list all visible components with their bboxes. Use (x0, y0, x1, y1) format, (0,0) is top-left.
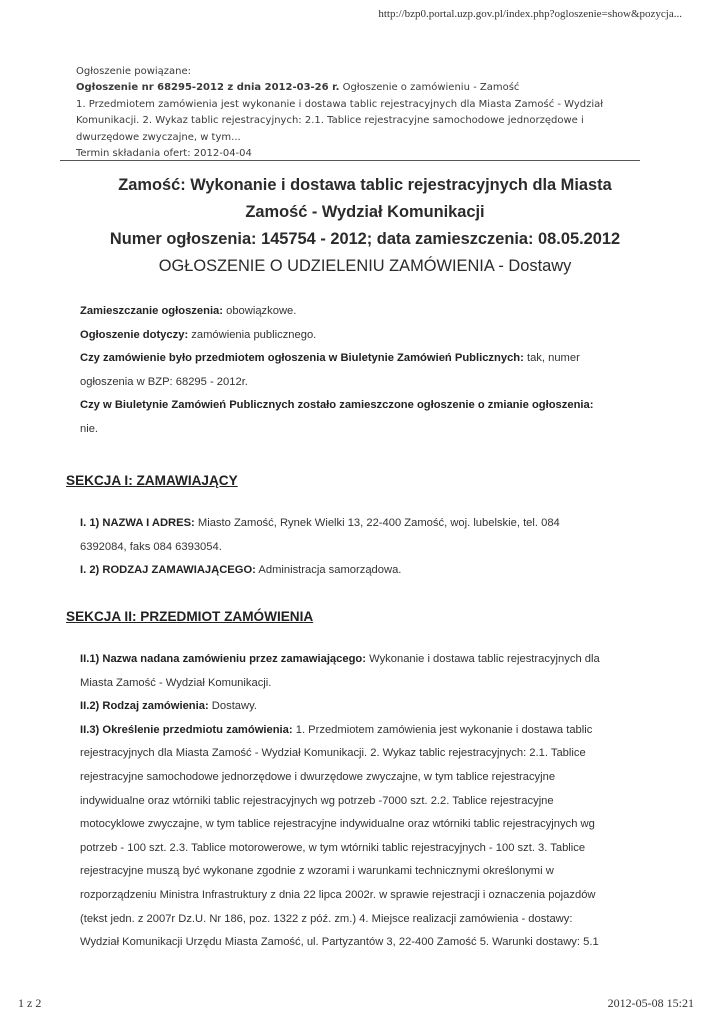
concerns-value: zamówienia publicznego. (188, 328, 317, 341)
related-summary-line: Komunikacji. 2. Wykaz tablic rejestracyjnych: 2.1. Tablice rejestracyjne samochodowe jednorzędowe i (76, 115, 584, 127)
order-name-value: Wykonanie i dostawa tablic rejestracyjnych dla (366, 653, 600, 665)
order-name-row (80, 648, 660, 672)
bzp-row (80, 347, 660, 371)
notice-number-line: Numer ogłoszenia: 145754 - 2012; data zamieszczenia: 08.05.2012 (109, 230, 621, 248)
related-reference-title: Ogłoszenie o zamówieniu - Zamość (339, 82, 520, 94)
section-1-heading: SEKCJA I: ZAMAWIAJĄCY (66, 473, 238, 488)
order-subject-row (80, 719, 660, 743)
section-2-body (80, 648, 660, 955)
intro-block (80, 300, 660, 442)
order-type-value: Dostawy. (208, 700, 257, 713)
concerns-row (80, 324, 660, 348)
name-address-row-continued: 6392084, faks 084 6393054. (80, 540, 222, 553)
publication-label: Zamieszczanie ogłoszenia: (80, 305, 223, 317)
bzp-row-continued: ogłoszenia w BZP: 68295 - 2012r. (80, 375, 248, 388)
concerns-label: Ogłoszenie dotyczy: (80, 328, 189, 341)
print-url-header: http://bzp0.portal.uzp.gov.pl/index.php?ogloszenie=show&pozycja... (378, 8, 682, 20)
bzp-label: Czy zamówienie było przedmiotem ogłoszenia w Biuletynie Zamówień Publicznych: (80, 352, 524, 365)
order-type-row (80, 695, 660, 719)
related-summary-line: 1. Przedmiotem zamówienia jest wykonanie i dostawa tablic rejestracyjnych dla Miasta Zamość - Wydział (76, 98, 604, 110)
related-notice (76, 64, 656, 162)
notice-title-block (60, 172, 670, 278)
order-subject-text: rejestracyjne muszą być wykonane zgodnie z wzorami i warunkami technicznymi określonymi w (80, 865, 554, 878)
order-subject-text: potrzeb - 100 szt. 2.3. Tablice motorowerowe, w tym wtórniki tablic rejestracyjnych - 100 szt. 3. Tablice (80, 841, 586, 854)
name-address-value: Miasto Zamość, Rynek Wielki 13, 22-400 Zamość, woj. lubelskie, tel. 084 (194, 517, 560, 529)
print-datetime: 2012-05-08 15:21 (607, 996, 694, 1010)
order-subject-text: rejestracyjnych dla Miasta Zamość - Wydział Komunikacji. 2. Wykaz tablic rejestracyjnych: 2.1. Tablice (80, 747, 586, 760)
notice-title-line: Zamość - Wydział Komunikacji (245, 203, 485, 221)
order-type-label: II.2) Rodzaj zamówienia: (80, 700, 209, 713)
contracting-type-label: I. 2) RODZAJ ZAMAWIAJĄCEGO: (80, 564, 256, 577)
bzp-value: tak, numer (523, 352, 580, 365)
order-subject-text: Wydział Komunikacji Urzędu Miasta Zamość, ul. Partyzantów 3, 22-400 Zamość 5. Warunki dostawy: 5.1 (80, 936, 599, 949)
contracting-type-value: Administracja samorządowa. (255, 564, 402, 577)
publication-row (80, 300, 660, 324)
section-1-body (80, 512, 660, 583)
related-deadline: Termin składania ofert: 2012-04-04 (76, 148, 252, 160)
related-reference-number[interactable]: Ogłoszenie nr 68295-2012 z dnia 2012-03-26 r. (76, 82, 340, 94)
order-subject-text: motocyklowe zwyczajne, w tym tablice rejestracyjne indywidualne oraz wtórniki tablic rejestracyjnych wg (80, 818, 595, 831)
order-name-row-continued: Miasta Zamość - Wydział Komunikacji. (80, 676, 272, 689)
change-label: Czy w Biuletynie Zamówień Publicznych zostało zamieszczone ogłoszenie o zmianie ogłoszenia: (80, 399, 594, 412)
notice-type-subtitle: OGŁOSZENIE O UDZIELENIU ZAMÓWIENIA - Dostawy (158, 257, 572, 275)
divider-line (60, 160, 640, 161)
order-subject-text: rejestracyjne samochodowe jednorzędowe i dwurzędowe zwyczajne, w tym tablice rejestracyjne (80, 770, 556, 783)
order-subject-label: II.3) Określenie przedmiotu zamówienia: (80, 723, 293, 736)
related-reference (76, 80, 656, 96)
related-summary-line: dwurzędowe zwyczajne, w tym... (76, 131, 241, 143)
notice-title-line: Zamość: Wykonanie i dostawa tablic rejestracyjnych dla Miasta (118, 176, 612, 194)
name-address-row (80, 512, 660, 536)
order-subject-text: (tekst jedn. z 2007r Dz.U. Nr 186, poz. 1322 z póź. zm.) 4. Miejsce realizacji zamówienia - dostawy: (80, 912, 573, 925)
change-row (80, 394, 660, 418)
name-address-label: I. 1) NAZWA I ADRES: (80, 517, 195, 529)
order-subject-text: indywidualne oraz wtórniki tablic rejestracyjnych wg potrzeb -7000 szt. 2.2. Tablice rejestracyjne (80, 794, 554, 807)
related-label: Ogłoszenie powiązane: (76, 66, 192, 77)
order-subject-text: 1. Przedmiotem zamówienia jest wykonanie i dostawa tablic (292, 723, 593, 736)
section-2-heading: SEKCJA II: PRZEDMIOT ZAMÓWIENIA (66, 609, 314, 624)
contracting-type-row (80, 559, 660, 583)
page-counter: 1 z 2 (18, 996, 42, 1010)
order-subject-text: rozporządzeniu Ministra Infrastruktury z dnia 22 lipca 2002r. w sprawie rejestracji i oznaczenia pojazdów (80, 888, 596, 901)
change-value: nie. (80, 422, 99, 435)
publication-value: obowiązkowe. (223, 305, 297, 317)
order-name-label: II.1) Nazwa nadana zamówieniu przez zamawiającego: (80, 653, 366, 665)
